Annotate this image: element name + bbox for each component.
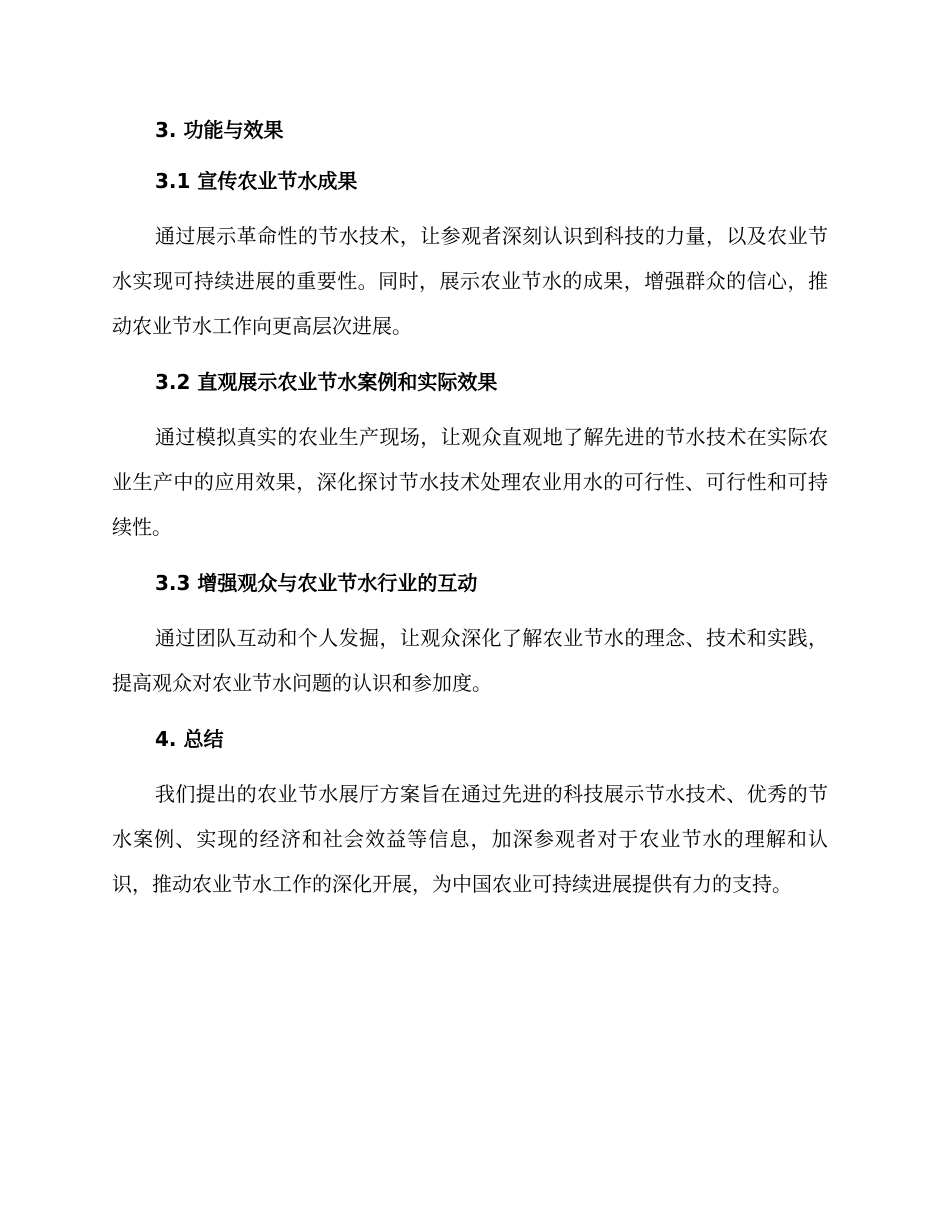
section-heading-3-3: 3.3 增强观众与农业节水行业的互动 <box>155 571 478 595</box>
section-paragraph-3-3: 通过团队互动和个人发掘，让观众深化了解农业节水的理念、技术和实践，提高观众对农业节水问题的认识和参加度。 <box>112 626 828 695</box>
section-paragraph-3-1: 通过展示革命性的节水技术，让参观者深刻认识到科技的力量，以及农业节水实现可持续进展的重要性。同时，展示农业节水的成果，增强群众的信心，推动农业节水工作向更高层次进展。 <box>112 224 828 338</box>
section-paragraph-3-2: 通过模拟真实的农业生产现场，让观众直观地了解先进的节水技术在实际农业生产中的应用效果，深化探讨节水技术处理农业用水的可行性、可行性和可持续性。 <box>112 425 828 539</box>
section-heading-3-2: 3.2 直观展示农业节水案例和实际效果 <box>155 370 498 394</box>
section-heading-4: 4. 总结 <box>155 727 224 751</box>
section-heading-3: 3. 功能与效果 <box>155 118 284 142</box>
section-paragraph-4: 我们提出的农业节水展厅方案旨在通过先进的科技展示节水技术、优秀的节水案例、实现的经济和社会效益等信息，加深参观者对于农业节水的理解和认识，推动农业节水工作的深化开展，为中国农业可持续进展提供有力的支持。 <box>112 782 828 896</box>
section-heading-3-1: 3.1 宣传农业节水成果 <box>155 169 358 193</box>
